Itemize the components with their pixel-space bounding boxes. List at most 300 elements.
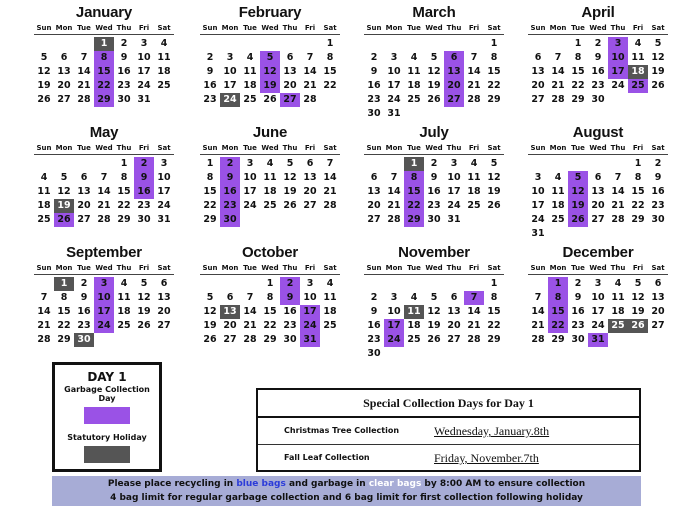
day-cell: 31 — [531, 228, 545, 239]
day-cell: 9 — [594, 52, 602, 63]
day-cell: 25 — [407, 334, 421, 345]
day-cell: 10 — [387, 306, 401, 317]
day-cell: 13 — [57, 66, 71, 77]
weekday-header: Wed — [424, 262, 444, 275]
empty-day-cell — [384, 37, 404, 51]
weekday-header: Fri — [464, 142, 484, 155]
day-cell: 15 — [323, 66, 337, 77]
garbage-day-cell: 31 — [300, 333, 320, 347]
day-cell: 12 — [283, 172, 297, 183]
day-cell: 18 — [467, 186, 481, 197]
empty-day-cell — [528, 157, 548, 171]
empty-day-cell — [444, 37, 464, 51]
day-cell: 7 — [80, 52, 88, 63]
day-cell: 25 — [551, 214, 565, 225]
weekday-header: Tue — [568, 262, 588, 275]
day-cell: 4 — [470, 158, 478, 169]
special-row-label: Fall Leaf Collection — [284, 453, 370, 462]
day-cell: 22 — [203, 200, 217, 211]
day-cell: 14 — [303, 66, 317, 77]
month-title: May — [89, 124, 119, 141]
weekday-header: Fri — [300, 22, 320, 35]
day-cell: 1 — [120, 158, 128, 169]
month-june — [200, 124, 340, 227]
day-cell: 6 — [226, 292, 234, 303]
month-title: January — [75, 4, 133, 21]
month-day-grid — [528, 22, 668, 107]
day-cell: 5 — [634, 278, 642, 289]
day-cell: 23 — [117, 80, 131, 91]
day-cell: 3 — [226, 52, 234, 63]
day-cell: 24 — [447, 200, 461, 211]
day-cell: 23 — [651, 200, 665, 211]
special-collection-table — [256, 388, 641, 472]
holiday-day-cell: 30 — [74, 333, 94, 347]
weekday-header: Fri — [134, 142, 154, 155]
day-cell: 13 — [283, 66, 297, 77]
weekday-header: Fri — [628, 142, 648, 155]
day-cell: 7 — [100, 172, 108, 183]
notice-blue-bags: blue bags — [236, 479, 286, 489]
weekday-header: Mon — [220, 262, 240, 275]
day-cell: 25 — [117, 320, 131, 331]
day-cell: 10 — [387, 66, 401, 77]
weekday-header: Wed — [260, 262, 280, 275]
garbage-day-cell: 16 — [134, 185, 154, 199]
month-april — [528, 4, 668, 107]
legend-holiday-swatch — [84, 446, 130, 463]
day-cell: 14 — [551, 66, 565, 77]
empty-day-cell — [260, 37, 280, 51]
day-cell: 27 — [651, 320, 665, 331]
month-december — [528, 244, 668, 347]
day-cell: 20 — [57, 80, 71, 91]
garbage-day-cell: 5 — [568, 171, 588, 185]
day-cell: 5 — [286, 158, 294, 169]
month-day-grid — [34, 142, 174, 227]
empty-day-cell — [424, 277, 444, 291]
day-cell: 9 — [654, 172, 662, 183]
day-cell: 14 — [531, 306, 545, 317]
day-cell: 5 — [654, 38, 662, 49]
day-cell: 26 — [487, 200, 501, 211]
weekday-header: Thu — [444, 262, 464, 275]
day-cell: 13 — [303, 172, 317, 183]
day-cell: 9 — [370, 306, 378, 317]
month-title: June — [252, 124, 288, 141]
day-cell: 27 — [57, 94, 71, 105]
notice-text: Please place recycling in — [107, 479, 237, 489]
weekday-header: Tue — [568, 22, 588, 35]
garbage-day-cell: 5 — [260, 51, 280, 65]
weekday-header: Sat — [648, 142, 668, 155]
day-cell: 30 — [571, 334, 585, 345]
garbage-day-cell: 31 — [588, 333, 608, 347]
day-cell: 6 — [654, 278, 662, 289]
day-cell: 11 — [263, 172, 277, 183]
weekday-header: Sun — [364, 142, 384, 155]
day-cell: 7 — [534, 292, 542, 303]
weekday-header: Tue — [74, 22, 94, 35]
day-cell: 29 — [551, 334, 565, 345]
month-title: September — [66, 244, 142, 261]
weekday-header: Wed — [588, 22, 608, 35]
weekday-header: Mon — [54, 22, 74, 35]
day-cell: 22 — [571, 80, 585, 91]
day-cell: 12 — [137, 292, 151, 303]
day-cell: 15 — [263, 306, 277, 317]
day-cell: 17 — [447, 186, 461, 197]
month-day-grid — [364, 142, 504, 227]
day-cell: 25 — [323, 320, 337, 331]
empty-day-cell — [220, 37, 240, 51]
weekday-header: Mon — [220, 22, 240, 35]
weekday-header: Sat — [320, 22, 340, 35]
day-cell: 8 — [490, 292, 498, 303]
weekday-header: Mon — [54, 142, 74, 155]
day-cell: 10 — [243, 172, 257, 183]
day-cell: 7 — [554, 52, 562, 63]
day-cell: 22 — [117, 200, 131, 211]
day-cell: 12 — [651, 52, 665, 63]
day-cell: 3 — [594, 278, 602, 289]
garbage-day-cell: 17 — [608, 65, 628, 79]
day-cell: 3 — [390, 292, 398, 303]
day-cell: 13 — [447, 306, 461, 317]
day-cell: 11 — [467, 172, 481, 183]
day-cell: 4 — [160, 38, 168, 49]
weekday-header: Tue — [74, 142, 94, 155]
day-cell: 12 — [37, 66, 51, 77]
day-cell: 1 — [490, 38, 498, 49]
day-cell: 26 — [203, 334, 217, 345]
weekday-header: Wed — [260, 22, 280, 35]
day-cell: 18 — [37, 200, 51, 211]
empty-day-cell — [280, 37, 300, 51]
day-cell: 5 — [430, 292, 438, 303]
day-cell: 14 — [467, 306, 481, 317]
day-cell: 15 — [117, 186, 131, 197]
day-cell: 27 — [157, 320, 171, 331]
day-cell: 23 — [367, 334, 381, 345]
garbage-day-cell: 2 — [134, 157, 154, 171]
month-day-grid — [200, 142, 340, 227]
special-row — [258, 445, 639, 471]
day-cell: 6 — [286, 52, 294, 63]
weekday-header: Fri — [464, 262, 484, 275]
day-cell: 30 — [367, 108, 381, 119]
garbage-day-cell: 19 — [260, 79, 280, 93]
day-cell: 28 — [303, 94, 317, 105]
day-cell: 25 — [467, 200, 481, 211]
day-cell: 4 — [326, 278, 334, 289]
empty-day-cell — [364, 37, 384, 51]
empty-day-cell — [240, 277, 260, 291]
day-cell: 18 — [407, 80, 421, 91]
empty-day-cell — [364, 157, 384, 171]
holiday-day-cell: 26 — [628, 319, 648, 333]
day-cell: 13 — [77, 186, 91, 197]
garbage-day-cell: 12 — [568, 185, 588, 199]
day-cell: 20 — [651, 306, 665, 317]
day-cell: 6 — [306, 158, 314, 169]
day-cell: 8 — [574, 52, 582, 63]
day-cell: 1 — [574, 38, 582, 49]
day-cell: 24 — [611, 80, 625, 91]
day-cell: 3 — [390, 52, 398, 63]
day-cell: 23 — [571, 320, 585, 331]
day-cell: 21 — [243, 320, 257, 331]
day-cell: 8 — [634, 172, 642, 183]
day-cell: 10 — [447, 172, 461, 183]
weekday-header: Mon — [384, 22, 404, 35]
day-cell: 10 — [591, 292, 605, 303]
day-cell: 27 — [367, 214, 381, 225]
day-cell: 14 — [243, 306, 257, 317]
weekday-header: Thu — [280, 262, 300, 275]
weekday-header: Tue — [240, 142, 260, 155]
day-cell: 28 — [467, 94, 481, 105]
month-day-grid — [528, 142, 668, 241]
month-day-grid — [364, 262, 504, 361]
day-cell: 31 — [387, 108, 401, 119]
empty-day-cell — [34, 157, 54, 171]
day-cell: 20 — [283, 80, 297, 91]
day-cell: 20 — [591, 200, 605, 211]
garbage-day-cell: 10 — [94, 291, 114, 305]
day-cell: 22 — [323, 80, 337, 91]
day-cell: 12 — [427, 66, 441, 77]
day-cell: 29 — [203, 214, 217, 225]
weekday-header: Wed — [94, 22, 114, 35]
day-cell: 15 — [487, 66, 501, 77]
weekday-header: Fri — [134, 262, 154, 275]
day-cell: 5 — [430, 52, 438, 63]
month-may — [34, 124, 174, 227]
garbage-day-cell: 10 — [608, 51, 628, 65]
day-cell: 10 — [303, 292, 317, 303]
day-cell: 13 — [591, 186, 605, 197]
day-cell: 22 — [57, 320, 71, 331]
weekday-header: Fri — [628, 262, 648, 275]
day-cell: 18 — [551, 200, 565, 211]
day-cell: 26 — [283, 200, 297, 211]
day-cell: 10 — [531, 186, 545, 197]
day-cell: 29 — [263, 334, 277, 345]
day-cell: 22 — [263, 320, 277, 331]
day-cell: 11 — [407, 66, 421, 77]
weekday-header: Sat — [648, 22, 668, 35]
legend-title: DAY 1 — [87, 370, 127, 384]
day-cell: 2 — [430, 158, 438, 169]
day-cell: 26 — [263, 94, 277, 105]
holiday-day-cell: 25 — [608, 319, 628, 333]
day-cell: 15 — [57, 306, 71, 317]
month-title: August — [572, 124, 624, 141]
day-cell: 21 — [77, 80, 91, 91]
day-cell: 4 — [266, 158, 274, 169]
garbage-day-cell: 2 — [280, 277, 300, 291]
day-cell: 28 — [323, 200, 337, 211]
day-cell: 9 — [370, 66, 378, 77]
day-cell: 29 — [487, 94, 501, 105]
weekday-header: Fri — [134, 22, 154, 35]
empty-day-cell — [528, 277, 548, 291]
day-cell: 28 — [37, 334, 51, 345]
day-cell: 4 — [120, 278, 128, 289]
day-cell: 11 — [611, 292, 625, 303]
garbage-day-cell: 29 — [94, 93, 114, 107]
weekday-header: Mon — [54, 262, 74, 275]
weekday-header: Thu — [280, 22, 300, 35]
day-cell: 12 — [427, 306, 441, 317]
weekday-header: Mon — [548, 262, 568, 275]
garbage-day-cell: 24 — [94, 319, 114, 333]
day-cell: 14 — [323, 172, 337, 183]
empty-day-cell — [404, 277, 424, 291]
day-cell: 23 — [367, 94, 381, 105]
empty-day-cell — [608, 157, 628, 171]
day-cell: 28 — [531, 334, 545, 345]
day-cell: 29 — [571, 94, 585, 105]
day-cell: 21 — [531, 320, 545, 331]
weekday-header: Tue — [74, 262, 94, 275]
day-cell: 29 — [117, 214, 131, 225]
day-cell: 29 — [57, 334, 71, 345]
day-cell: 9 — [430, 172, 438, 183]
day-cell: 12 — [631, 292, 645, 303]
garbage-day-cell: 15 — [548, 305, 568, 319]
day-cell: 13 — [157, 292, 171, 303]
empty-day-cell — [548, 157, 568, 171]
day-cell: 18 — [407, 320, 421, 331]
garbage-day-cell: 17 — [384, 319, 404, 333]
empty-day-cell — [54, 37, 74, 51]
holiday-day-cell: 1 — [54, 277, 74, 291]
month-title: November — [398, 244, 470, 261]
weekday-header: Sun — [364, 22, 384, 35]
special-row-date: Wednesday, January.8th — [434, 424, 550, 438]
day-cell: 30 — [283, 334, 297, 345]
weekday-header: Sun — [528, 262, 548, 275]
day-cell: 21 — [467, 320, 481, 331]
day-cell: 21 — [97, 200, 111, 211]
day-cell: 11 — [551, 186, 565, 197]
garbage-day-cell: 24 — [384, 333, 404, 347]
day-cell: 5 — [60, 172, 68, 183]
garbage-day-cell: 26 — [54, 213, 74, 227]
garbage-day-cell: 30 — [220, 213, 240, 227]
day-cell: 16 — [203, 80, 217, 91]
empty-day-cell — [464, 37, 484, 51]
month-july — [364, 124, 504, 227]
weekday-header: Sat — [484, 142, 504, 155]
day-cell: 1 — [266, 278, 274, 289]
day-cell: 28 — [611, 214, 625, 225]
month-title: December — [562, 244, 634, 261]
garbage-day-cell: 27 — [444, 93, 464, 107]
weekday-header: Mon — [548, 142, 568, 155]
day-cell: 15 — [203, 186, 217, 197]
day-cell: 17 — [157, 186, 171, 197]
day-cell: 19 — [37, 80, 51, 91]
empty-day-cell — [384, 157, 404, 171]
day-cell: 16 — [427, 186, 441, 197]
garbage-day-cell: 16 — [220, 185, 240, 199]
day-cell: 3 — [160, 158, 168, 169]
day-cell: 31 — [137, 94, 151, 105]
day-cell: 21 — [467, 80, 481, 91]
day-cell: 20 — [157, 306, 171, 317]
empty-day-cell — [94, 157, 114, 171]
day-cell: 22 — [487, 80, 501, 91]
day-cell: 18 — [611, 306, 625, 317]
day-cell: 19 — [631, 306, 645, 317]
day-cell: 12 — [487, 172, 501, 183]
day-cell: 21 — [323, 186, 337, 197]
day-cell: 10 — [137, 52, 151, 63]
month-february — [200, 4, 340, 107]
garbage-day-cell: 8 — [548, 291, 568, 305]
day-cell: 2 — [594, 38, 602, 49]
day-cell: 24 — [387, 94, 401, 105]
day-cell: 6 — [370, 172, 378, 183]
weekday-header: Wed — [588, 142, 608, 155]
day-cell: 14 — [77, 66, 91, 77]
weekday-header: Sat — [154, 22, 174, 35]
weekday-header: Thu — [608, 142, 628, 155]
day-cell: 23 — [77, 320, 91, 331]
month-november — [364, 244, 504, 361]
day-cell: 28 — [97, 214, 111, 225]
day-cell: 15 — [571, 66, 585, 77]
day-cell: 7 — [40, 292, 48, 303]
day-cell: 2 — [370, 292, 378, 303]
day-cell: 1 — [326, 38, 334, 49]
day-cell: 11 — [117, 292, 131, 303]
empty-day-cell — [34, 277, 54, 291]
day-cell: 30 — [651, 214, 665, 225]
day-cell: 31 — [447, 214, 461, 225]
special-collection-title: Special Collection Days for Day 1 — [258, 390, 639, 418]
day-cell: 25 — [157, 80, 171, 91]
weekday-header: Thu — [608, 22, 628, 35]
garbage-day-cell: 13 — [444, 65, 464, 79]
month-day-grid — [34, 262, 174, 347]
notice-text: and garbage in — [285, 479, 369, 489]
weekday-header: Tue — [404, 262, 424, 275]
garbage-day-cell: 3 — [94, 277, 114, 291]
day-cell: 30 — [427, 214, 441, 225]
day-cell: 11 — [157, 52, 171, 63]
day-cell: 27 — [223, 334, 237, 345]
empty-day-cell — [568, 157, 588, 171]
day-cell: 24 — [591, 320, 605, 331]
month-day-grid — [200, 22, 340, 107]
weekday-header: Thu — [608, 262, 628, 275]
garbage-day-cell: 20 — [444, 79, 464, 93]
day-cell: 1 — [490, 278, 498, 289]
day-cell: 20 — [77, 200, 91, 211]
garbage-day-cell: 15 — [404, 185, 424, 199]
legend-holiday-label: Statutory Holiday — [67, 433, 147, 442]
day-cell: 19 — [203, 320, 217, 331]
day-cell: 26 — [37, 94, 51, 105]
day-cell: 3 — [450, 158, 458, 169]
day-cell: 26 — [651, 80, 665, 91]
day-cell: 19 — [651, 66, 665, 77]
day-cell: 28 — [77, 94, 91, 105]
